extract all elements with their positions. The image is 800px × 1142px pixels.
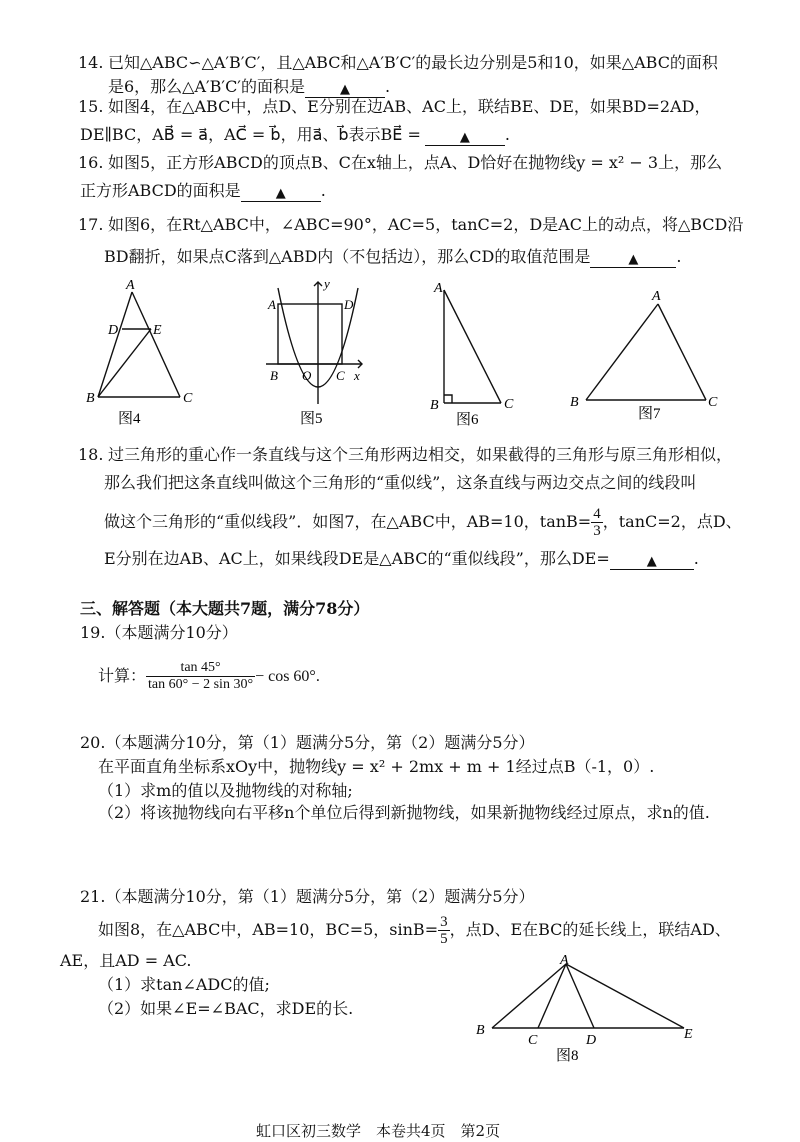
fig5-caption: 图5 — [300, 411, 323, 427]
q18-end: . — [693, 549, 699, 568]
blank-triangle: ▲ — [628, 252, 639, 267]
q18-line3 — [104, 506, 742, 539]
fig7-label-c: C — [708, 395, 718, 410]
fig8-label-c: C — [528, 1033, 538, 1048]
fig5-label-o: O — [302, 368, 312, 383]
fig4-label-e: E — [153, 323, 162, 338]
q19-fraction — [146, 660, 255, 693]
q21-stem-a: 如图8，在△ABC中，AB=10，BC=5，sinB= — [98, 920, 439, 939]
q19-header: 19.（本题满分10分） — [80, 623, 238, 642]
q18-fraction — [591, 506, 603, 539]
q15-answer-blank[interactable] — [425, 125, 505, 146]
blank-triangle: ▲ — [339, 82, 350, 97]
q21-header: 21.（本题满分10分，第（1）题满分5分，第（2）题满分5分） — [80, 887, 535, 906]
fig5-square — [278, 304, 342, 364]
q15-line1: 如图4，在△ABC中，点D、E分别在边AB、AC上，联结BE、DE，如果BD=2AD， — [108, 97, 711, 116]
q20-part1: （1）求m的值以及抛物线的对称轴; — [98, 781, 353, 800]
q14-line1: 已知△ABC∽△A′B′C′，且△ABC和△A′B′C′的最长边分别是5和10，如果△ABC的面积 — [108, 53, 718, 72]
fig7-label-b: B — [570, 395, 579, 410]
q14-text: 是6，那么△A′B′C′的面积是 — [108, 77, 305, 96]
fig8-segment-ad — [566, 964, 594, 1028]
fig4-label-d: D — [108, 323, 119, 338]
q21-fraction — [438, 914, 450, 947]
fig6-caption: 图6 — [456, 412, 479, 428]
fig6-label-b: B — [430, 398, 439, 413]
q16-number: 16. — [78, 153, 104, 172]
fig6-right-angle — [444, 395, 452, 403]
q18-text4: E分别在边AB、AC上，如果线段DE是△ABC的“重似线段”，那么DE= — [104, 549, 610, 568]
q19-frac-den: tan 60° − 2 sin 30° — [148, 677, 254, 692]
fig5-label-a: A — [268, 297, 276, 312]
fig8-segment-ae — [566, 964, 684, 1028]
q14-end: . — [384, 77, 391, 96]
q15-end: . — [504, 125, 510, 144]
fig4-label-c: C — [183, 391, 193, 406]
fig7-label-a: A — [652, 289, 661, 304]
figure-5 — [262, 276, 372, 428]
page-footer: 虹口区初三数学 本卷共4页 第2页 — [256, 1122, 501, 1140]
fig5-label-y: y — [324, 276, 330, 291]
q16-answer-blank[interactable] — [241, 181, 321, 202]
fig7-side-ab — [586, 304, 658, 400]
q20-part2: （2）将该抛物线向右平移n个单位后得到新抛物线，如果新抛物线经过原点，求n的值. — [98, 803, 710, 822]
q18-frac-den: 3 — [593, 523, 601, 539]
q20-header: 20.（本题满分10分，第（1）题满分5分，第（2）题满分5分） — [80, 733, 535, 752]
q17-end: . — [676, 247, 682, 266]
blank-triangle: ▲ — [275, 186, 286, 201]
q19-tail: − cos 60°. — [255, 668, 320, 685]
fig5-label-d: D — [344, 297, 354, 312]
q15-text: DE∥BC，AB⃗ = a⃗，AC⃗ = b⃗，用a⃗、b⃗表示BE⃗ = — [80, 125, 421, 144]
fig4-side-ab — [98, 292, 132, 397]
fig8-caption: 图8 — [556, 1048, 579, 1064]
figure-6 — [424, 278, 534, 428]
q16-line1: 如图5，正方形ABCD的顶点B、C在x轴上，点A、D恰好在抛物线y = x² − 3上，那么 — [108, 153, 723, 172]
q16-line2 — [80, 180, 326, 202]
figure-7 — [566, 284, 726, 424]
fig8-label-b: B — [476, 1023, 485, 1038]
q17-number: 17. — [78, 215, 104, 234]
q21-part2: （2）如果∠E=∠BAC，求DE的长. — [98, 999, 354, 1018]
fig8-label-a: A — [560, 953, 569, 968]
fig6-label-c: C — [504, 397, 514, 412]
q18-text3a: 做这个三角形的“重似线段”．如图7，在△ABC中，AB=10，tanB= — [104, 512, 592, 531]
q21-frac-num: 3 — [440, 914, 448, 930]
fig7-side-ac — [658, 304, 706, 400]
q18-line1: 过三角形的重心作一条直线与这个三角形两边相交，如果截得的三角形与原三角形相似， — [108, 445, 733, 464]
q21-stem-b: ，点D、E在BC的延长线上，联结AD、 — [449, 920, 731, 939]
q21-part1: （1）求tan∠ADC的值; — [98, 975, 270, 994]
fig5-label-b: B — [270, 368, 278, 383]
q21-stem — [98, 914, 731, 947]
fig5-label-c: C — [336, 368, 345, 383]
fig8-label-d: D — [586, 1033, 597, 1048]
q17-answer-blank[interactable] — [590, 247, 676, 268]
q16-end: . — [320, 181, 326, 200]
q18-line4 — [104, 548, 699, 570]
blank-triangle: ▲ — [459, 130, 470, 145]
fig4-caption: 图4 — [118, 411, 141, 427]
q21-stem2: AE，且AD = AC. — [60, 951, 192, 970]
fig5-label-x: x — [354, 368, 360, 383]
q15-line2 — [80, 124, 510, 146]
fig7-caption: 图7 — [638, 406, 661, 422]
q18-number: 18. — [78, 445, 104, 464]
q14-number: 14. — [78, 53, 104, 72]
q21-frac-den: 5 — [440, 931, 448, 947]
q18-line2: 那么我们把这条直线叫做这个三角形的“重似线”，这条直线与两边交点之间的线段叫 — [104, 473, 697, 492]
fig4-label-b: B — [86, 391, 95, 406]
figure-8 — [470, 952, 710, 1064]
fig8-segment-ac — [538, 964, 566, 1028]
q18-text3b: ，tanC=2，点D、 — [602, 512, 742, 531]
q17-text: BD翻折，如果点C落到△ABD内（不包括边），那么CD的取值范围是 — [104, 247, 591, 266]
q17-line1: 如图6，在Rt△ABC中，∠ABC=90°，AC=5，tanC=2，D是AC上的动点，将△BCD沿 — [108, 215, 744, 234]
q14-answer-blank[interactable] — [305, 77, 385, 98]
q18-answer-blank[interactable] — [610, 549, 694, 570]
fig8-segment-ab — [492, 964, 566, 1028]
blank-triangle: ▲ — [646, 554, 657, 569]
figure-4 — [80, 278, 210, 428]
q15-number: 15. — [78, 97, 104, 116]
q14-line2 — [108, 76, 390, 98]
fig4-label-a: A — [126, 278, 135, 293]
q17-line2 — [104, 246, 681, 268]
q20-stem: 在平面直角坐标系xOy中，抛物线y = x² + 2mx + m + 1经过点B（-1，0）. — [98, 757, 655, 776]
section3-title: 三、解答题（本大题共7题，满分78分） — [80, 599, 370, 618]
q18-frac-num: 4 — [593, 506, 601, 522]
q16-text: 正方形ABCD的面积是 — [80, 181, 241, 200]
q19-frac-num: tan 45° — [146, 660, 255, 677]
fig6-label-a: A — [434, 281, 443, 296]
q19-calc-label: 计算： — [98, 666, 147, 685]
q19-expression — [98, 660, 320, 693]
fig8-label-e: E — [684, 1027, 693, 1042]
fig6-side-ac — [444, 290, 501, 403]
fig4-segment-be — [98, 329, 151, 397]
